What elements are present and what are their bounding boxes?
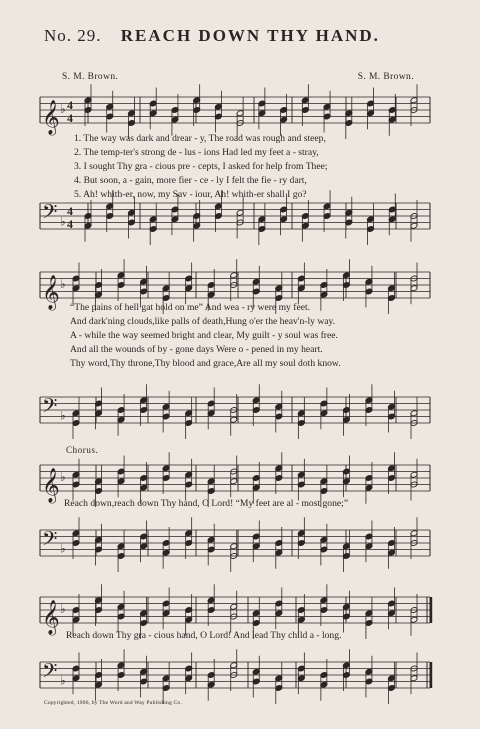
verse-1-line-a: 1. The way was dark and drear - y, The road was rough and steep, — [74, 133, 326, 144]
chorus-line-1: Reach down,reach down Thy hand, O Lord! “My feet are al - most gone;” — [64, 498, 349, 509]
treble-clef-icon: 𝄞 — [42, 275, 60, 310]
hymn-name: REACH DOWN THY HAND. — [120, 26, 380, 45]
verse-2-line-a: 2. The temp-ter's strong de - lus - ions Had led my feet a - stray, — [74, 147, 319, 158]
treble-clef-icon: 𝄞 — [42, 468, 60, 503]
verse-5-line-b: Thy word,Thy throne,Thy blood and grace,Are all my soul doth know. — [70, 358, 341, 369]
flat-key-signature-icon: ♭ — [60, 408, 66, 423]
verse-5-line-a: 5. Ah! whith-er, now, my Sav - iour, Ah! whith-er shall I go? — [74, 189, 307, 200]
verse-lyrics-system-2 — [70, 301, 341, 371]
verse-lyrics-system-1 — [74, 132, 328, 202]
bass-clef-icon: 𝄢 — [42, 527, 58, 555]
verse-2-line-b: And dark'ning clouds,like palls of death,Hung o'er the heav'n-ly way. — [70, 316, 336, 327]
flat-key-signature-icon: ♭ — [60, 470, 66, 484]
bass-clef-icon: 𝄢 — [42, 394, 58, 422]
flat-key-signature-icon: ♭ — [60, 214, 66, 229]
verse-4-line-b: And all the wounds of by - gone days Were o - pened in my heart. — [70, 344, 323, 355]
treble-clef-icon: 𝄞 — [42, 600, 60, 635]
flat-key-signature-icon: ♭ — [60, 277, 66, 291]
music-credit: S. M. Brown. — [357, 72, 414, 82]
hymn-number: No. 29. — [44, 26, 102, 45]
copyright-notice: Copyrighted, 1906, by The Word and Way Publishing Co. — [44, 700, 182, 706]
flat-key-signature-icon: ♭ — [60, 102, 66, 116]
verse-1-line-b: “The pains of hell gat hold on me” And wea - ry were my feet. — [70, 302, 311, 313]
time-signature-digit: 4 — [67, 98, 73, 112]
treble-clef-icon: 𝄞 — [42, 100, 60, 135]
verse-4-line-a: 4. But soon, a - gain, more fier - ce - ly I felt the fie - ry dart, — [74, 175, 307, 186]
time-signature-digit: 4 — [67, 204, 73, 218]
chorus-line-2: Reach down Thy gra - cious hand, O Lord! And lead Thy child a - long. — [66, 630, 342, 641]
flat-key-signature-icon: ♭ — [60, 541, 66, 556]
flat-key-signature-icon: ♭ — [60, 602, 66, 616]
bass-clef-icon: 𝄢 — [42, 659, 58, 687]
words-credit: S. M. Brown. — [62, 72, 119, 82]
bass-clef-icon: 𝄢 — [42, 200, 58, 228]
flat-key-signature-icon: ♭ — [60, 673, 66, 688]
verse-3-line-a: 3. I sought Thy gra - cious pre - cepts, I asked for help from Thee; — [74, 161, 328, 172]
verse-3-line-b: A - while the way seemed bright and clear, My guilt - y soul was free. — [70, 330, 338, 341]
time-signature-digit: 4 — [67, 217, 73, 231]
chorus-label: Chorus. — [66, 445, 99, 455]
time-signature-digit: 4 — [67, 111, 73, 125]
